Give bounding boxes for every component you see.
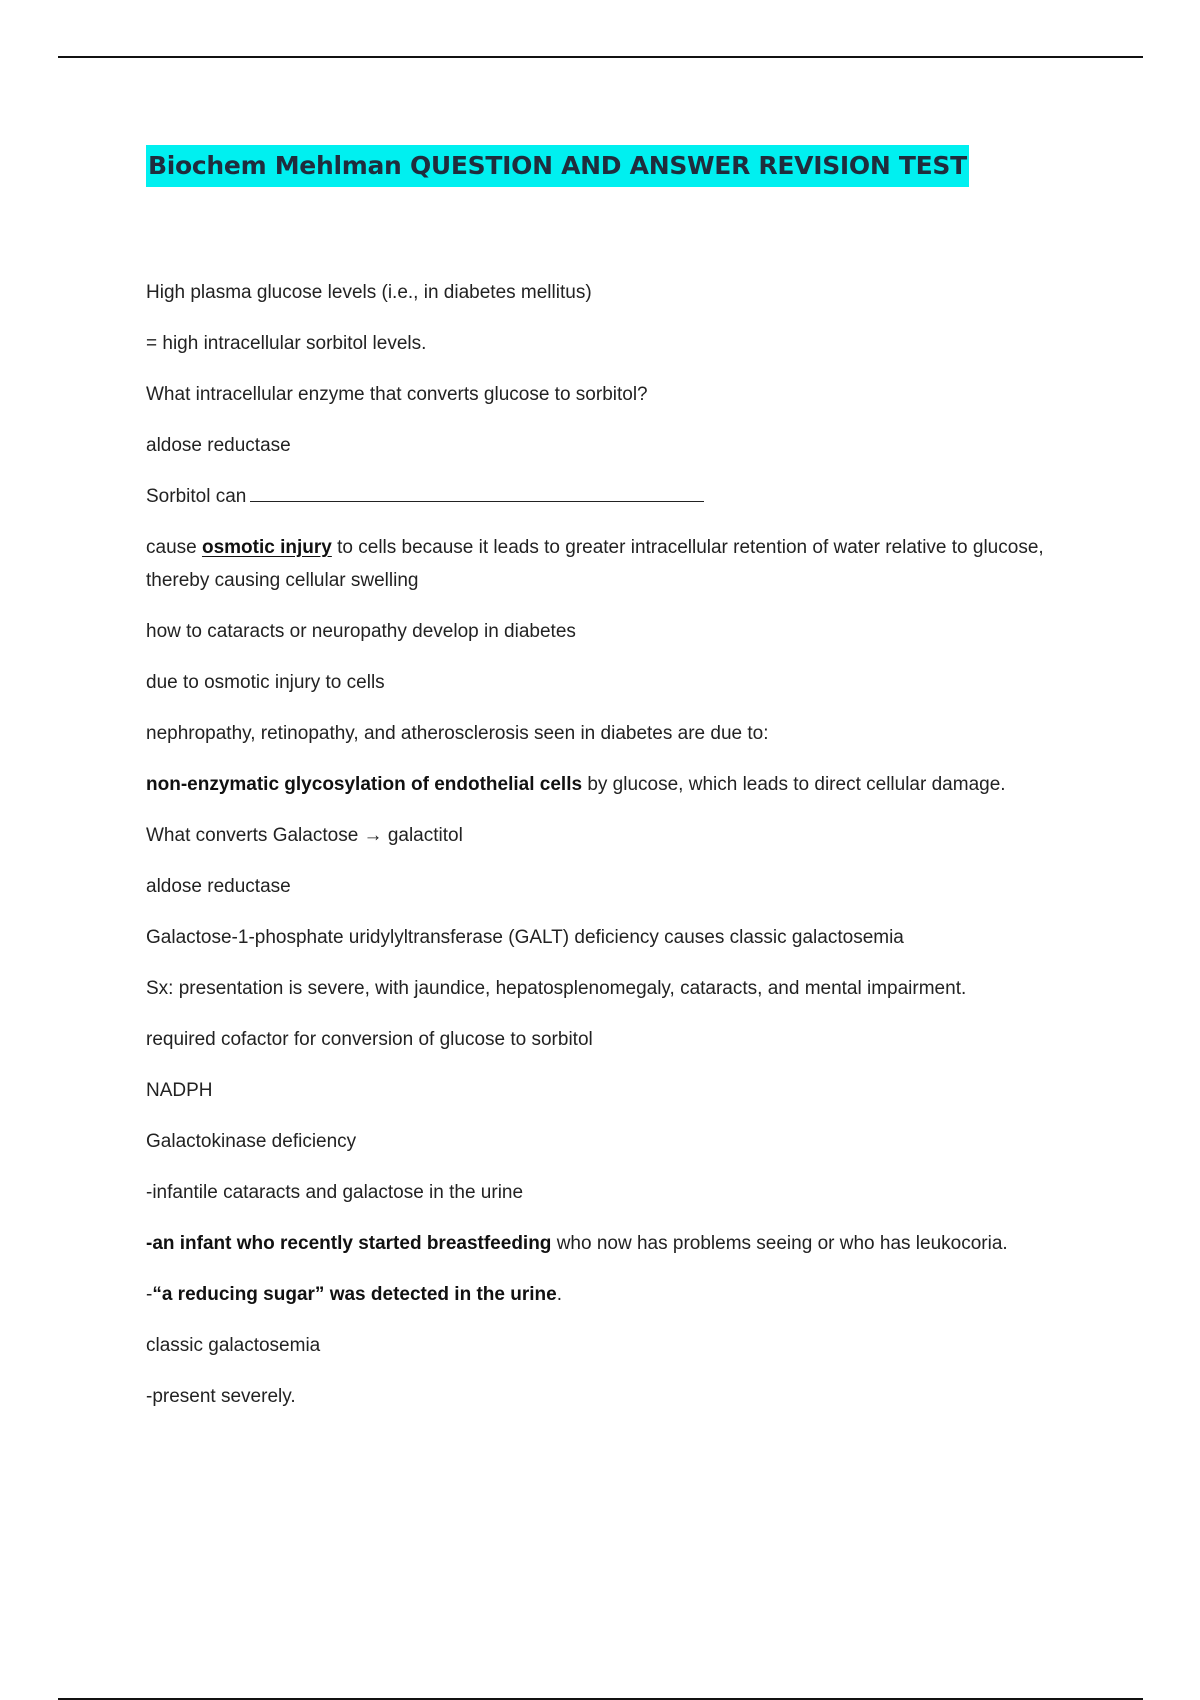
line-3: What intracellular enzyme that converts glucose to sorbitol?	[146, 384, 648, 405]
line-19-bold: an infant who recently started breastfeeding	[152, 1233, 552, 1254]
line-21: classic galactosemia	[146, 1335, 321, 1356]
line-6	[146, 531, 1076, 597]
top-rule	[58, 56, 1143, 58]
line-6-a: cause	[146, 537, 202, 558]
line-13: Galactose-1-phosphate uridylyltransferase (GALT) deficiency causes classic galactosemia	[146, 927, 904, 948]
line-5	[146, 480, 1076, 513]
line-15: required cofactor for conversion of glucose to sorbitol	[146, 1029, 593, 1050]
line-16: NADPH	[146, 1080, 213, 1101]
line-9: nephropathy, retinopathy, and atherosclerosis seen in diabetes are due to:	[146, 723, 769, 744]
line-19	[146, 1227, 1076, 1260]
line-7: how to cataracts or neuropathy develop in diabetes	[146, 621, 576, 642]
line-19-rest: who now has problems seeing or who has leukocoria.	[551, 1233, 1008, 1254]
line-10	[146, 768, 1076, 801]
line-17: Galactokinase deficiency	[146, 1131, 357, 1152]
line-8: due to osmotic injury to cells	[146, 672, 385, 693]
line-20	[146, 1278, 1076, 1311]
title-block	[146, 145, 969, 187]
line-20-rest: .	[556, 1284, 562, 1305]
line-6-emphasis: osmotic injury	[201, 537, 332, 558]
line-10-bold: non-enzymatic glycosylation of endothelial cells	[146, 774, 583, 795]
line-6-c: to cells because it leads to greater intracellular retention of water relative to glucose, thereby causing cellular swelling	[146, 537, 1044, 591]
line-20-dash: -	[146, 1284, 153, 1305]
line-22: -present severely.	[146, 1386, 296, 1407]
line-12: aldose reductase	[146, 876, 291, 897]
line-4: aldose reductase	[146, 435, 291, 456]
line-19-dash: -	[146, 1233, 153, 1254]
line-11: What converts Galactose → galactitol	[146, 825, 463, 846]
line-18: -infantile cataracts and galactose in the urine	[146, 1182, 524, 1203]
line-2: = high intracellular sorbitol levels.	[146, 333, 427, 354]
document-title: Biochem Mehlman QUESTION AND ANSWER REVISION TEST	[146, 145, 969, 187]
line-10-rest: by glucose, which leads to direct cellular damage.	[582, 774, 1006, 795]
document-body	[146, 276, 1076, 1431]
fill-in-blank	[250, 481, 704, 502]
line-14: Sx: presentation is severe, with jaundice, hepatosplenomegaly, cataracts, and mental impairment.	[146, 978, 967, 999]
line-1: High plasma glucose levels (i.e., in diabetes mellitus)	[146, 282, 592, 303]
line-20-bold: “a reducing sugar” was detected in the urine	[152, 1284, 557, 1305]
line-5-text: Sorbitol can	[146, 486, 247, 507]
